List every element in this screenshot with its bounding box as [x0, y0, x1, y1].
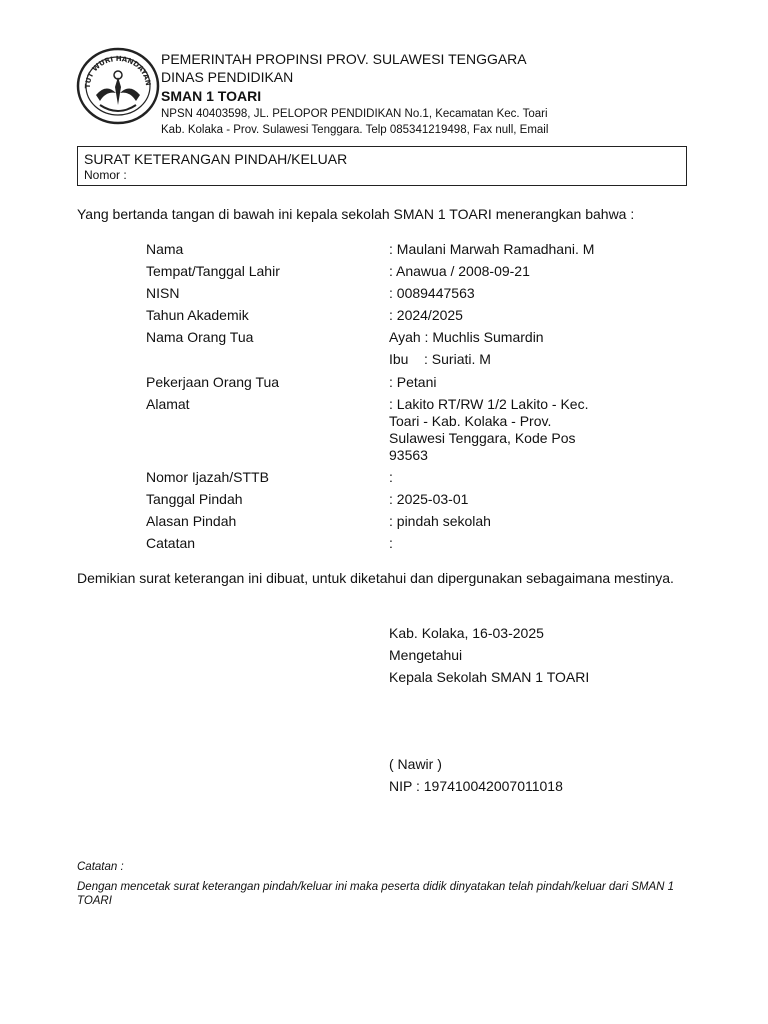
signature-acknowledge: Mengetahui — [389, 647, 463, 663]
note-text: Dengan mencetak surat keterangan pindah/keluar ini maka peserta didik dinyatakan telah pindah/keluar dari SMAN 1 TOARI — [77, 881, 675, 907]
letter-title-box — [77, 146, 687, 186]
value-catatan: : — [389, 535, 393, 551]
label-alamat: Alamat — [146, 396, 190, 412]
value-nisn: : 0089447563 — [389, 285, 475, 301]
label-nisn: NISN — [146, 285, 180, 301]
label-ttl: Tempat/Tanggal Lahir — [146, 263, 280, 279]
value-ijazah: : — [389, 469, 393, 485]
signature-place-date: Kab. Kolaka, 16-03-2025 — [389, 625, 544, 641]
tut-wuri-handayani-logo — [76, 47, 160, 125]
value-ttl: : Anawua / 2008-09-21 — [389, 263, 530, 279]
signature-position: Kepala Sekolah SMAN 1 TOARI — [389, 669, 590, 685]
closing-text: Demikian surat keterangan ini dibuat, untuk diketahui dan dipergunakan sebagaimana mestinya. — [77, 570, 674, 586]
label-ijazah: Nomor Ijazah/STTB — [146, 469, 269, 485]
letter-title: SURAT KETERANGAN PINDAH/KELUAR — [84, 151, 348, 167]
label-tahun-akademik: Tahun Akademik — [146, 307, 249, 323]
label-pekerjaan: Pekerjaan Orang Tua — [146, 374, 280, 390]
signature-nip: NIP : 197410042007011018 — [389, 778, 563, 794]
value-tahun-akademik: : 2024/2025 — [389, 307, 463, 323]
logo-emblem — [76, 47, 160, 125]
note-label: Catatan : — [77, 861, 124, 873]
intro-text: Yang bertanda tangan di bawah ini kepala sekolah SMAN 1 TOARI menerangkan bahwa : — [77, 206, 635, 222]
label-tanggal-pindah: Tanggal Pindah — [146, 491, 243, 507]
value-pekerjaan: : Petani — [389, 374, 437, 390]
value-nama: : Maulani Marwah Ramadhani. M — [389, 241, 595, 257]
label-nama: Nama — [146, 241, 184, 257]
logo-motto: TUT WURI HANDAYAN — [83, 54, 153, 89]
value-ibu: Ibu : Suriati. M — [389, 351, 491, 367]
value-alasan-pindah: : pindah sekolah — [389, 513, 491, 529]
label-catatan: Catatan — [146, 535, 196, 551]
school-address-line2: Kab. Kolaka - Prov. Sulawesi Tenggara. Telp 085341219498, Fax null, Email — [161, 124, 549, 136]
label-alasan-pindah: Alasan Pindah — [146, 513, 237, 529]
label-nama-orang-tua: Nama Orang Tua — [146, 329, 254, 345]
department-name: DINAS PENDIDIKAN — [161, 69, 294, 85]
value-tanggal-pindah: : 2025-03-01 — [389, 491, 469, 507]
value-ayah: Ayah : Muchlis Sumardin — [389, 329, 544, 345]
school-address-line1: NPSN 40403598, JL. PELOPOR PENDIDIKAN No.1, Kecamatan Kec. Toari — [161, 108, 548, 120]
school-name: SMAN 1 TOARI — [161, 88, 262, 104]
letterhead — [161, 50, 548, 138]
government-name: PEMERINTAH PROPINSI PROV. SULAWESI TENGGARA — [161, 51, 527, 67]
value-alamat: : Lakito RT/RW 1/2 Lakito - Kec. Toari - Kab. Kolaka - Prov. Sulawesi Tenggara, Kode Pos 93563 — [389, 396, 589, 463]
signature-name: ( Nawir ) — [389, 756, 442, 772]
letter-number: Nomor : — [84, 168, 127, 182]
